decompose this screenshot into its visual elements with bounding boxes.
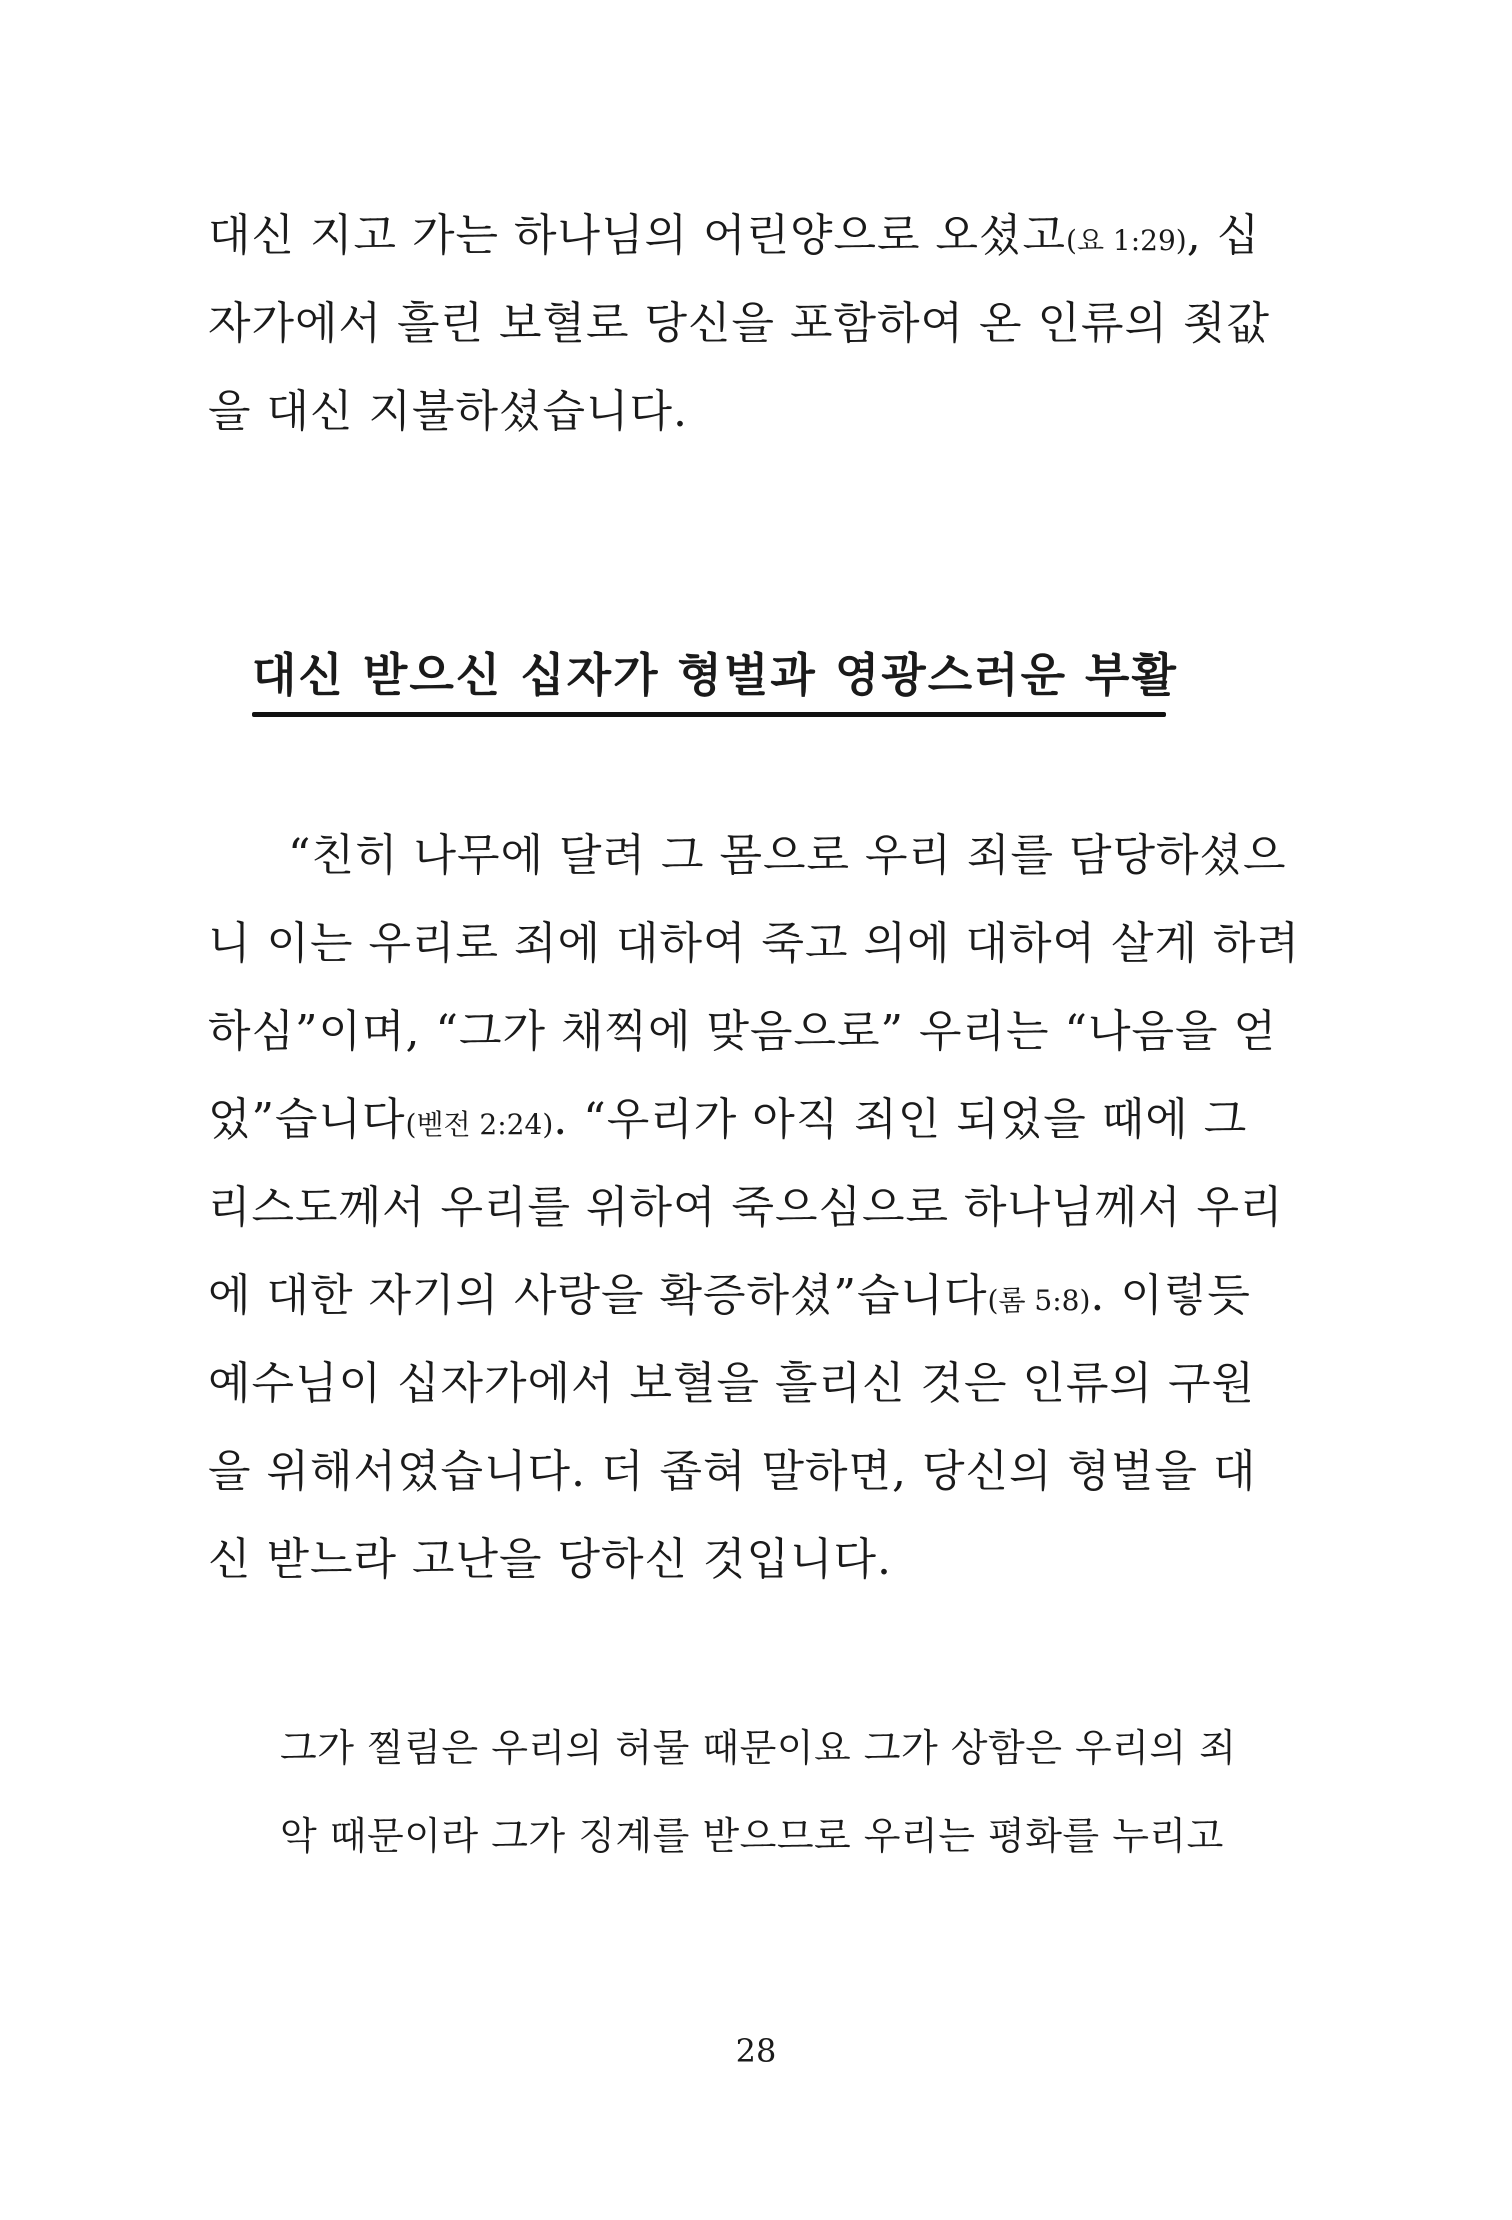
section-heading: 대신 받으신 십자가 형벌과 영광스러운 부활 <box>252 648 1178 702</box>
body-line-text: . 이렇듯 <box>1090 1270 1251 1321</box>
page-number: 28 <box>735 2032 777 2070</box>
intro-paragraph <box>208 192 1270 456</box>
body-line-text: . “우리가 아직 죄인 되었을 때에 그 <box>553 1094 1248 1145</box>
body-line-text: 에 대한 자기의 사랑을 확증하셨”습니다 <box>208 1270 988 1321</box>
intro-line-text: 대신 지고 가는 하나님의 어린양으로 오셨고 <box>208 210 1067 261</box>
section-heading-block <box>252 640 1178 717</box>
scripture-reference: (요 1:29) <box>1066 224 1187 257</box>
heading-underline <box>252 712 1166 717</box>
body-line <box>208 1076 1248 1164</box>
block-quote <box>280 1704 1237 1880</box>
body-line-text: 었”습니다 <box>208 1094 406 1145</box>
body-line: 리스도께서 우리를 위하여 죽으심으로 하나님께서 우리 <box>208 1182 1284 1233</box>
scripture-reference: (벧전 2:24) <box>405 1108 554 1141</box>
body-line: 예수님이 십자가에서 보혈을 흘리신 것은 인류의 구원 <box>208 1358 1256 1409</box>
body-line: 니 이는 우리로 죄에 대하여 죽고 의에 대하여 살게 하려 <box>208 918 1300 969</box>
intro-line <box>208 192 1261 280</box>
body-line: “친히 나무에 달려 그 몸으로 우리 죄를 담당하셨으 <box>288 830 1287 881</box>
quote-line: 악 때문이라 그가 징계를 받으므로 우리는 평화를 누리고 <box>280 1814 1224 1858</box>
intro-line-text: , 십 <box>1186 210 1261 261</box>
body-line: 신 받느라 고난을 당하신 것입니다. <box>208 1534 892 1585</box>
intro-line: 자가에서 흘린 보혈로 당신을 포함하여 온 인류의 죗값 <box>208 298 1270 349</box>
body-line: 하심”이며, “그가 채찍에 맞음으로” 우리는 “나음을 얻 <box>208 1006 1277 1057</box>
scripture-reference: (롬 5:8) <box>987 1284 1091 1317</box>
intro-line: 을 대신 지불하셨습니다. <box>208 386 688 437</box>
body-line <box>208 1252 1251 1340</box>
body-line: 을 위해서였습니다. 더 좁혀 말하면, 당신의 형벌을 대 <box>208 1446 1257 1497</box>
body-paragraph <box>208 812 1300 1604</box>
quote-line: 그가 찔림은 우리의 허물 때문이요 그가 상함은 우리의 죄 <box>280 1726 1237 1770</box>
